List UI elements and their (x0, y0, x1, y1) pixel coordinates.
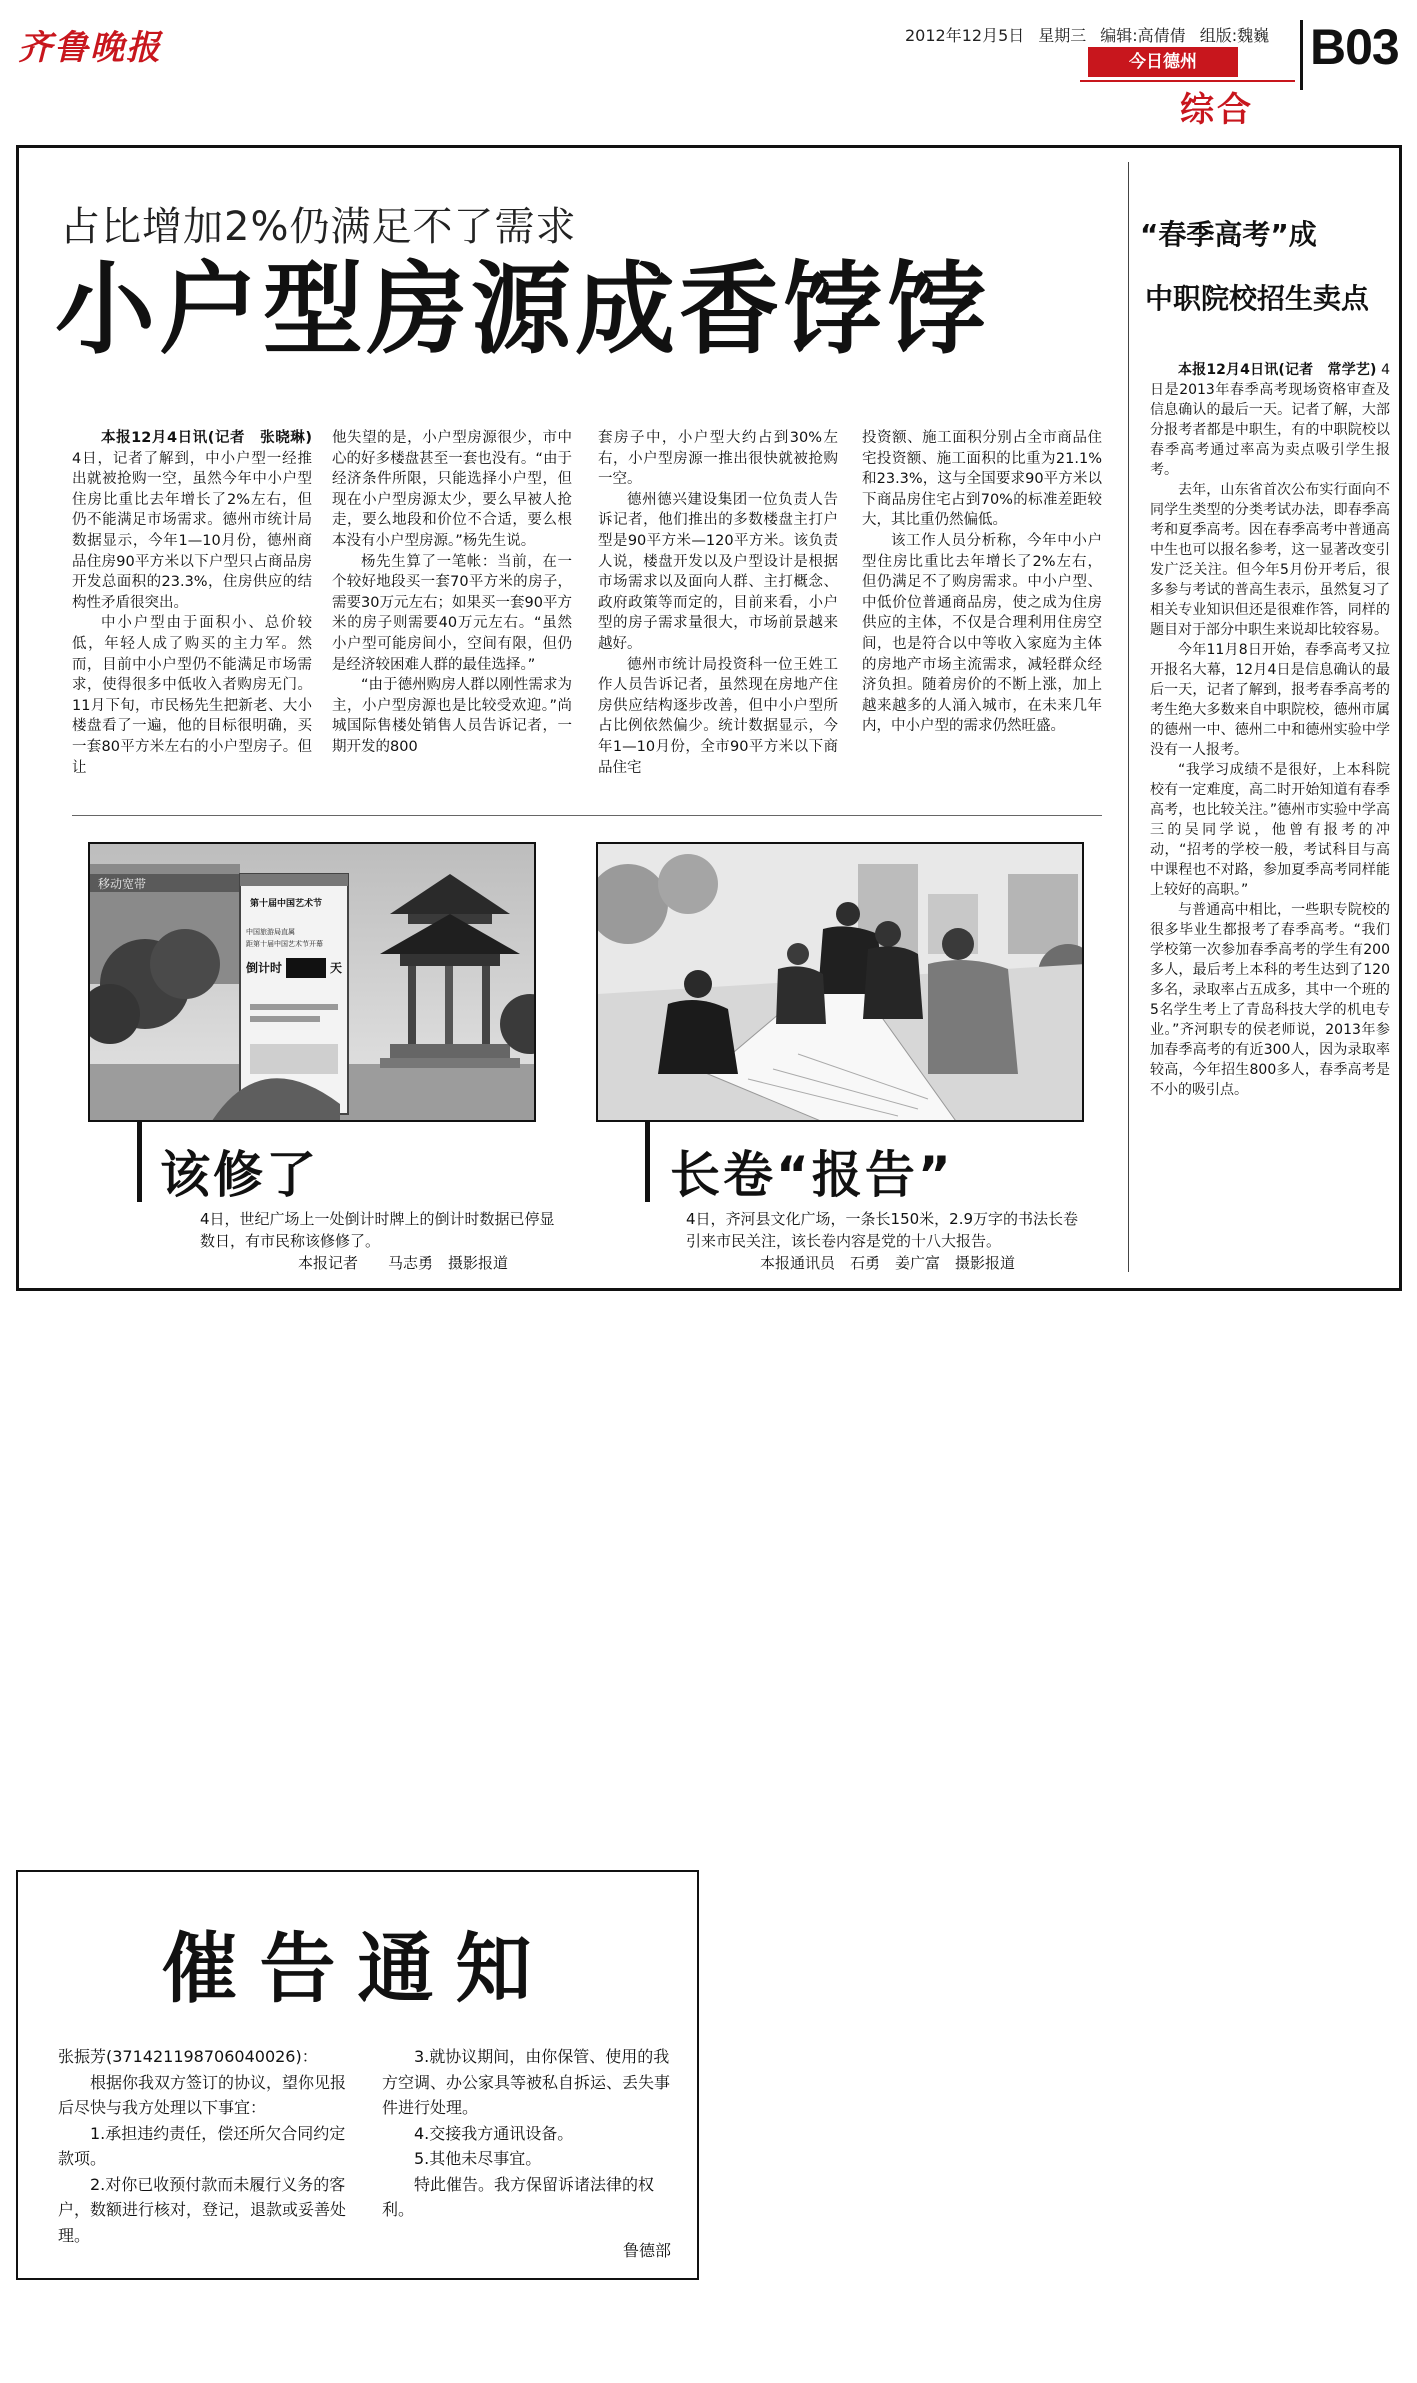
notice-item: 4.交接我方通讯设备。 (414, 2123, 574, 2143)
column-divider (1128, 162, 1129, 1272)
photo-2-credit: 本报通讯员 石勇 姜广富 摄影报道 (760, 1254, 1016, 1272)
photo-countdown-sign (88, 842, 536, 1122)
notice-column-2 (382, 2044, 678, 2223)
shop-sign: 移动宽带 (98, 877, 147, 891)
sign-title: 第十届中国艺术节 (250, 899, 323, 909)
countdown-unit: 天 (330, 961, 343, 975)
issue-date: 2012年12月5日 (905, 26, 1025, 45)
story-byline: 本报12月4日讯(记者 张晓琳) (101, 430, 312, 446)
story-paragraph: 与普通高中相比，一些职专院校的很多毕业生都报考了春季高考。“我们学校第一次参加春季高考的学生有200多人，最后考上本科的考生达到了120多名，录取率占五成多，其中一个班的5名学生考上了青岛科技大学的机电专业。”齐河职专的侯老师说，2013年参加春季高考的有近300人，因为录取率较高，今年招生800多人，春季高考是不小的吸引点。 (1150, 902, 1390, 1098)
side-story-title-line-2: 中职院校招生卖点 (1145, 282, 1370, 315)
notice-intro: 根据你我双方签订的协议，望你见报后尽快与我方处理以下事宜： (58, 2072, 347, 2117)
notice-column-1 (58, 2044, 350, 2248)
countdown-sign-icon (90, 844, 536, 1122)
notice-item: 1.承担违约责任，偿还所欠合同约定款项。 (58, 2123, 346, 2168)
side-story-byline: 本报12月4日讯(记者 常学艺) (1178, 362, 1377, 378)
story-paragraph: 德州市统计局投资科一位王姓工作人员告诉记者，虽然现在房地产住房供应结构逐步改善，但中小户型所占比例依然偏少。统计数据显示，今年1—10月份，全市90平方米以下商品住宅 (598, 656, 838, 776)
photo-1-credit: 本报记者 马志勇 摄影报道 (298, 1254, 509, 1272)
story-paragraph: 中小户型由于面积小、总价较低，年轻人成了购买的主力军。然而，目前中小户型仍不能满足市场需求，使得很多中低收入者购房无门。11月下旬，市民杨先生把新老、大小楼盘看了一遍，他的目标很明确，买一套80平方米左右的小户型房子。但让 (72, 615, 312, 776)
notice-item: 5.其他未尽事宜。 (414, 2149, 542, 2168)
notice-addressee: 张振芳(371421198706040026)： (58, 2047, 318, 2066)
photo-1-title: 该修了 (160, 1146, 319, 1204)
notice-item: 2.对你已收预付款而未履行义务的客户，数额进行核对，登记，退款或妥善处理。 (58, 2174, 347, 2245)
section-name: 综合 (1180, 90, 1254, 130)
photo-1-caption: 4日，世纪广场上一处倒计时牌上的倒计时数据已停显数日，有市民称该修修了。 (200, 1210, 555, 1250)
story-paragraph: 德州德兴建设集团一位负责人告诉记者，他们推出的多数楼盘主打户型是90平方米—120平方米。该负责人说，楼盘开发以及户型设计是根据市场需求以及面向人群、主打概念、政府政策等而定的，目前来看，小户型的房子需求量很大，市场前景越来越好。 (598, 491, 838, 652)
dateline (905, 23, 1283, 46)
story-paragraph: 套房子中，小户型大约占到30%左右，小户型房源一推出很快就被抢购一空。 (598, 430, 838, 488)
story-paragraph: “我学习成绩不是很好，上本科院校有一定难度，高二时开始知道有春季高考，也比较关注。”德州市实验中学高三的吴同学说，他曾有报考的冲动，“招考的学校一般，考试科目与高中课程也不对路，参加夏季高考同样能上较好的高职。” (1150, 762, 1390, 898)
photo-calligraphy-scroll (596, 842, 1084, 1122)
masthead: 齐鲁晚报 (18, 28, 162, 68)
story-column-4 (862, 428, 1102, 737)
sign-line-2: 距第十届中国艺术节开幕 (246, 940, 323, 948)
story-kicker: 占比增加2%仍满足不了需求 (60, 204, 577, 250)
story-paragraph: 他失望的是，小户型房源很少，市中心的好多楼盘甚至一套也没有。“由于经济条件所限，只能选择小户型，但现在小户型房源太少，要么早被人抢走，要么地段和价位不合适，要么根本没有小户型房源。”杨先生说。 (332, 430, 572, 549)
notice-closing: 特此催告。我方保留诉诸法律的权利。 (382, 2174, 655, 2219)
page-number: B03 (1310, 19, 1399, 75)
notice-title: 催告通知 (161, 1924, 554, 2013)
side-story-title-line-1: “春季高考”成 (1140, 218, 1317, 251)
caption-bar (137, 1122, 142, 1202)
photo-section-rule (72, 815, 1102, 816)
layout-editor: 组版:魏巍 (1199, 26, 1270, 45)
notice-item: 3.就协议期间，由你保管、使用的我方空调、办公家具等被私自拆运、丢失事件进行处理。 (382, 2047, 671, 2117)
story-paragraph: 4日，记者了解到，中小户型一经推出就被抢购一空，虽然今年中小户型住房比重比去年增长了2%左右，但仍不能满足市场需求。德州市统计局数据显示，今年1—10月份，德州商品住房90平方米以下户型只占商品房开发总面积的23.3%，住房供应的结构性矛盾很突出。 (72, 450, 312, 611)
editor: 编辑:高倩倩 (1100, 26, 1186, 45)
caption-bar (645, 1122, 650, 1202)
story-paragraph: 4日是2013年春季高考现场资格审查及信息确认的最后一天。记者了解，大部分报考者都是中职生，有的中职院校以春季高考通过率高为卖点吸引学生报考。 (1150, 362, 1390, 478)
scroll-icon (598, 844, 1084, 1122)
story-paragraph: 今年11月8日开始，春季高考又拉开报名大幕，12月4日是信息确认的最后一天，记者了解到，报考春季高考的考生绝大多数来自中职院校，德州市属的德州一中、德州二中和德州实验中学没有一人报考。 (1150, 642, 1390, 758)
notice-signature: 鲁德部 (623, 2241, 672, 2260)
story-column-2 (332, 428, 572, 758)
side-story-body (1150, 360, 1390, 1100)
countdown-label: 倒计时 (246, 961, 283, 975)
story-headline: 小户型房源成香饽饽 (55, 251, 991, 368)
story-paragraph: 该工作人员分析称，今年中小户型住房比重比去年增长了2%左右，但仍满足不了购房需求。中小户型、中低价位普通商品房，使之成为住房供应的主体，不仅是合理利用住房空间，也是符合以中等收入家庭为主体的房地产市场主流需求，减轻群众经济负担。随着房价的不断上涨，加上越来越多的人涌入城市，在未来几年内，中小户型的需求仍然旺盛。 (862, 532, 1102, 735)
weekday: 星期三 (1038, 26, 1087, 45)
story-paragraph: 去年，山东省首次公布实行面向不同学生类型的分类考试办法，即春季高考和夏季高考。因在春季高考中普通高中生也可以报名参考，这一显著改变引发广泛关注。但今年5月份开考后，很多参与考试的普高生表示，虽然复习了相关专业知识但还是很难作答，同样的题目对于部分中职生来说却比较容易。 (1150, 482, 1390, 638)
header-divider (1300, 20, 1303, 90)
story-column-3 (598, 428, 838, 778)
story-paragraph: 投资额、施工面积分别占全市商品住宅投资额、施工面积的比重为21.1%和23.3%，这与全国要求90平方米以下商品房住宅占到70%的标准差距较大，其比重仍然偏低。 (862, 430, 1102, 529)
photo-2-title: 长卷“报告” (670, 1146, 954, 1204)
sign-line-1: 中国旅游局直属 (246, 928, 295, 936)
story-paragraph: “由于德州购房人群以刚性需求为主，小户型房源也是比较受欢迎。”尚城国际售楼处销售人员告诉记者，一期开发的800 (332, 677, 572, 755)
story-paragraph: 杨先生算了一笔帐：当前，在一个较好地段买一套70平方米的房子，需要30万元左右；如果买一套90平方米的房子则需要40万元左右。“虽然小户型可能房间小，空间有限，但仍是经济较困难人群的最佳选择。” (332, 553, 572, 673)
story-column-1 (72, 428, 312, 778)
section-tag: 今日德州 (1088, 47, 1238, 77)
photo-2-caption: 4日，齐河县文化广场，一条长150米，2.9万字的书法长卷引来市民关注，该长卷内容是党的十八大报告。 (686, 1210, 1079, 1250)
